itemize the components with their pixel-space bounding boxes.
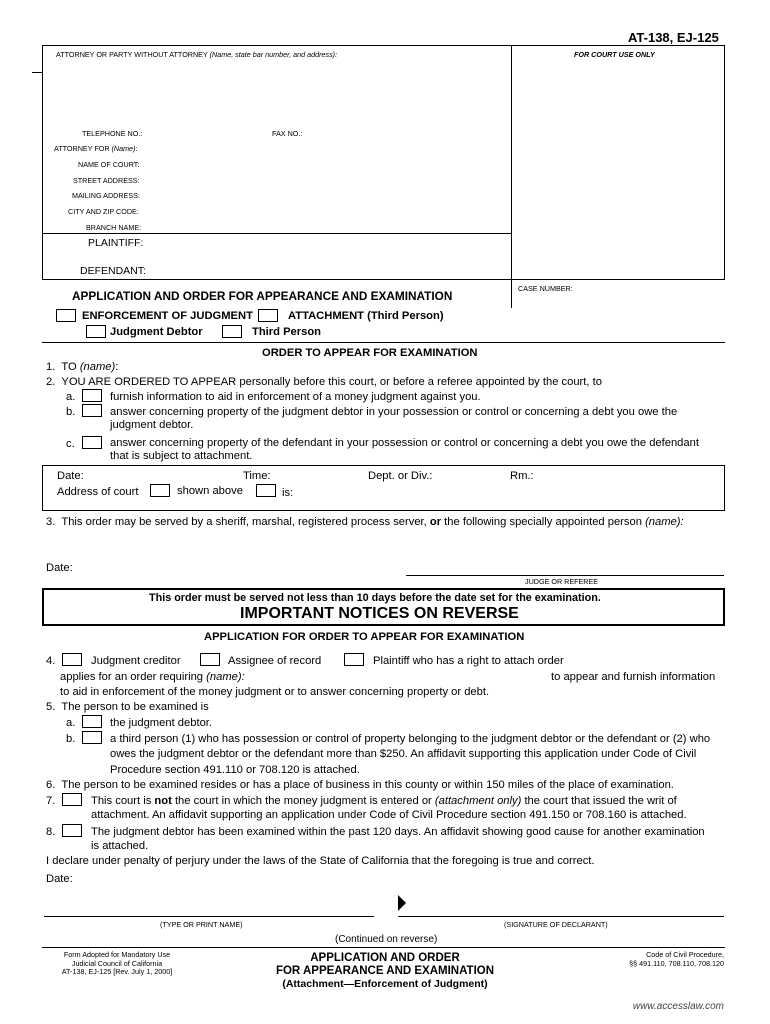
- item-7-num: 7.: [46, 795, 56, 807]
- item-2b-text-2: judgment debtor.: [110, 419, 194, 431]
- defendant-label: DEFENDANT:: [80, 265, 146, 277]
- title-divider: [42, 342, 725, 343]
- item-2c-text-2: that is subject to attachment.: [110, 450, 253, 462]
- judgment-creditor-checkbox[interactable]: [62, 653, 82, 666]
- mailing-address-label: MAILING ADDRESS:: [72, 191, 140, 200]
- item-8-num: 8.: [46, 826, 56, 838]
- application-heading: APPLICATION FOR ORDER TO APPEAR FOR EXAMINATION: [204, 631, 525, 643]
- notice-text: This order must be served not less than 10 days before the date set for the examination.: [149, 592, 601, 604]
- plaintiff-attach-label: Plaintiff who has a right to attach order: [373, 655, 564, 667]
- item-5b-checkbox[interactable]: [82, 731, 102, 744]
- item-8-text-1: The judgment debtor has been examined within the past 120 days. An affidavit showing good cause for another examination: [91, 826, 705, 838]
- judgment-debtor-checkbox[interactable]: [86, 325, 106, 338]
- footer-divider: [42, 947, 725, 948]
- print-name-label: (TYPE OR PRINT NAME): [160, 920, 243, 929]
- order-date-label: Date:: [46, 562, 73, 574]
- hearing-date-label: Date:: [57, 470, 84, 482]
- to-aid-text: to aid in enforcement of the money judgment or to answer concerning property or debt.: [60, 686, 490, 698]
- hearing-room-label: Rm.:: [510, 470, 534, 482]
- caption-box: [42, 45, 725, 280]
- attachment-checkbox[interactable]: [258, 309, 278, 322]
- court-divider: [42, 233, 512, 234]
- item-5b-letter: b.: [66, 733, 76, 745]
- item-2b-checkbox[interactable]: [82, 404, 102, 417]
- shown-above-checkbox[interactable]: [150, 484, 170, 497]
- item-2b-letter: b.: [66, 406, 76, 418]
- code-reference: Code of Civil Procedure, §§ 491.110, 708.110, 708.120: [629, 950, 724, 968]
- item-5b-text-1: a third person (1) who has possession or control of property belonging to the judgment debtor or the defendant or (2) who: [110, 733, 711, 745]
- signature-arrow-icon: [398, 895, 407, 911]
- judgment-creditor-label: Judgment creditor: [91, 655, 181, 667]
- city-zip-label: CITY AND ZIP CODE:: [68, 207, 139, 216]
- item-3: 3. This order may be served by a sheriff, marshal, registered process server, or the following specially appointed person (name):: [46, 516, 684, 528]
- address-is-label: is:: [282, 487, 294, 499]
- enforcement-label: ENFORCEMENT OF JUDGMENT: [82, 310, 253, 322]
- telephone-label: TELEPHONE NO.:: [82, 129, 143, 138]
- item-2a-letter: a.: [66, 391, 76, 403]
- case-number-label: CASE NUMBER:: [518, 284, 573, 293]
- item-5a-checkbox[interactable]: [82, 715, 102, 728]
- item-5a-letter: a.: [66, 717, 76, 729]
- plaintiff-attach-checkbox[interactable]: [344, 653, 364, 666]
- enforcement-checkbox[interactable]: [56, 309, 76, 322]
- judgment-debtor-label: Judgment Debtor: [110, 326, 203, 338]
- applies-text: applies for an order requiring (name):: [60, 671, 245, 683]
- website-link[interactable]: www.accesslaw.com: [632, 1001, 724, 1012]
- attorney-for-label: ATTORNEY FOR (Name):: [54, 144, 138, 153]
- caption-divider: [511, 45, 512, 308]
- item-4-num: 4.: [46, 655, 56, 667]
- judge-label: JUDGE OR REFEREE: [525, 577, 599, 586]
- item-5a-text: the judgment debtor.: [110, 717, 213, 729]
- item-2c-checkbox[interactable]: [82, 436, 102, 449]
- item-7-checkbox[interactable]: [62, 793, 82, 806]
- footer-title: APPLICATION AND ORDER FOR APPEARANCE AND EXAMINATION (Attachment—Enforcement of Judgment): [275, 952, 495, 990]
- judge-signature-line: [406, 575, 724, 576]
- item-6: 6. The person to be examined resides or has a place of business in this county or within 150 miles of the place of examination.: [46, 779, 674, 791]
- item-2c-text-1: answer concerning property of the defendant in your possession or control or concerning a debt you owe the defendant: [110, 437, 699, 449]
- item-2: 2. YOU ARE ORDERED TO APPEAR personally before this court, or before a referee appointed by the court, to: [46, 376, 602, 388]
- form-adopted: Form Adopted for Mandatory Use Judicial Council of California AT-138, EJ-125 [Rev. July 1, 2000]: [61, 950, 173, 977]
- item-5: 5. The person to be examined is: [46, 701, 209, 713]
- third-person-checkbox[interactable]: [222, 325, 242, 338]
- item-2b-text-1: answer concerning property of the judgment debtor in your possession or control or concerning a debt you owe the: [110, 406, 678, 418]
- item-5b-text-3: Procedure section 491.110 or 708.120 is attached.: [110, 764, 360, 776]
- hearing-time-label: Time:: [243, 470, 271, 482]
- address-of-court-label: Address of court: [57, 486, 139, 498]
- name-of-court-label: NAME OF COURT:: [78, 160, 140, 169]
- attachment-label: ATTACHMENT (Third Person): [288, 310, 444, 322]
- item-7-text-2: attachment. An affidavit supporting an application under Code of Civil Procedure section 491.150 or 708.160 is attached.: [91, 809, 687, 821]
- signature-label: (SIGNATURE OF DECLARANT): [504, 920, 608, 929]
- declaration-text: I declare under penalty of perjury under the laws of the State of California that the foregoing is true and correct.: [46, 855, 595, 867]
- order-heading: ORDER TO APPEAR FOR EXAMINATION: [262, 347, 478, 359]
- declaration-date-label: Date:: [46, 873, 73, 885]
- item-8-checkbox[interactable]: [62, 824, 82, 837]
- hearing-dept-label: Dept. or Div.:: [368, 470, 433, 482]
- print-name-line: [44, 916, 374, 917]
- form-id: AT-138, EJ-125: [628, 30, 719, 45]
- attorney-label: ATTORNEY OR PARTY WITHOUT ATTORNEY (Name, state bar number, and address):: [56, 50, 338, 59]
- item-8-text-2: is attached.: [91, 840, 149, 852]
- signature-line: [398, 916, 724, 917]
- court-use-label: FOR COURT USE ONLY: [574, 50, 655, 59]
- third-person-label: Third Person: [252, 326, 321, 338]
- assignee-label: Assignee of record: [228, 655, 322, 667]
- to-appear-text: to appear and furnish information: [551, 671, 716, 683]
- continued-label: (Continued on reverse): [335, 934, 438, 945]
- address-is-checkbox[interactable]: [256, 484, 276, 497]
- fax-label: FAX NO.:: [272, 129, 303, 138]
- item-2a-text: furnish information to aid in enforcement of a money judgment against you.: [110, 391, 481, 403]
- item-2a-checkbox[interactable]: [82, 389, 102, 402]
- form-title: APPLICATION AND ORDER FOR APPEARANCE AND EXAMINATION: [72, 289, 453, 303]
- plaintiff-label: PLAINTIFF:: [88, 237, 144, 249]
- item-1: 1. TO (name):: [46, 361, 119, 373]
- item-2c-letter: c.: [66, 438, 75, 450]
- margin-tick: [32, 72, 42, 73]
- item-7-text-1: This court is not the court in which the money judgment is entered or (attachment only) the court that issued the writ of: [91, 795, 677, 807]
- street-address-label: STREET ADDRESS:: [73, 176, 140, 185]
- important-notices: IMPORTANT NOTICES ON REVERSE: [240, 605, 519, 622]
- branch-name-label: BRANCH NAME:: [86, 223, 142, 232]
- item-5b-text-2: owes the judgment debtor or the defendant more than $250. An affidavit supporting this application under Code of Civil: [110, 748, 697, 760]
- shown-above-label: shown above: [177, 485, 243, 497]
- assignee-checkbox[interactable]: [200, 653, 220, 666]
